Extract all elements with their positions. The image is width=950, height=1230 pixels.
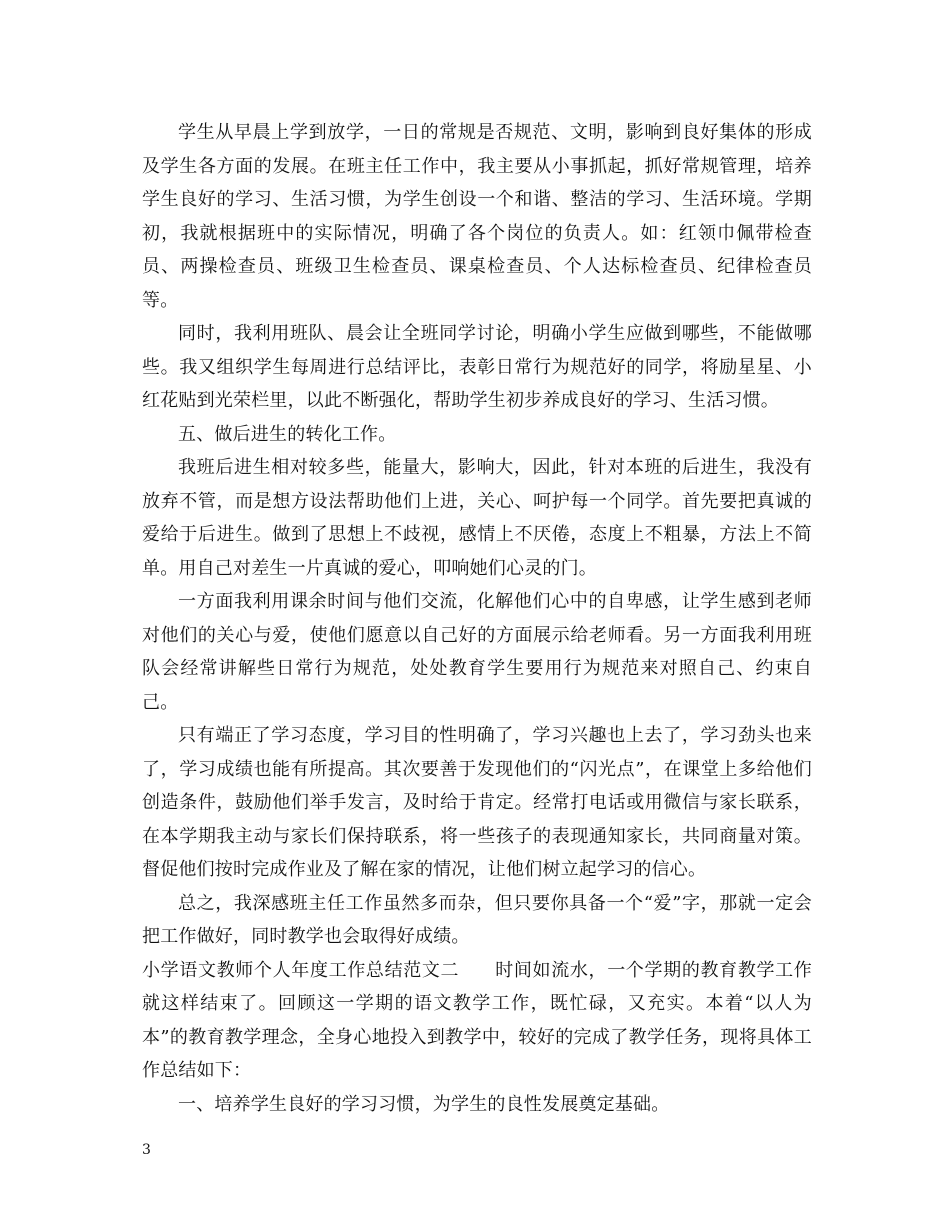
paragraph-underachievers: 我班后进生相对较多些，能量大，影响大，因此，针对本班的后进生，我没有放弃不管，而是想方设法帮助他们上进，关心、呵护每一个同学。首先要把真诚的爱给于后进生。做到了思想上不歧视，感情上不厌倦，态度上不粗暴，方法上不简单。用自己对差生一片真诚的爱心，叩响她们心灵的门。 [142, 457, 812, 579]
section-intro: 时间如流水，一个学期的教育教学工作就这样结束了。回顾这一学期的语文教学工作，既忙碌，又充实。本着“以人为本”的教育教学理念，全身心地投入到教学中，较好的完成了教学任务，现将具体工作总结如下： [142, 959, 812, 1081]
paragraph-class-discussion: 同时，我利用班队、晨会让全班同学讨论，明确小学生应做到哪些，不能做哪些。我又组织学生每周进行总结评比，表彰日常行为规范好的同学，将励星星、小红花贴到光荣栏里，以此不断强化，帮助学生初步养成良好的学习、生活习惯。 [142, 323, 812, 411]
paragraph-learning-attitude: 只有端正了学习态度，学习目的性明确了，学习兴趣也上去了，学习劲头也来了，学习成绩也能有所提高。其次要善于发现他们的“闪光点”，在课堂上多给他们创造条件，鼓励他们举手发言，及时给于肯定。经常打电话或用微信与家长联系，在本学期我主动与家长们保持联系，将一些孩子的表现通知家长，共同商量对策。督促他们按时完成作业及了解在家的情况，让他们树立起学习的信心。 [142, 725, 812, 880]
section-two-block [142, 954, 812, 1088]
section-heading-five: 五、做后进生的转化工作。 [178, 423, 397, 445]
paragraph-conclusion: 总之，我深感班主任工作虽然多而杂，但只要你具备一个“爱”字，那就一定会把工作做好，同时教学也会取得好成绩。 [142, 892, 812, 947]
section-title: 小学语文教师个人年度工作总结范文二 [142, 959, 460, 981]
page-number: 3 [142, 1142, 151, 1158]
paragraph-communication: 一方面我利用课余时间与他们交流，化解他们心中的自卑感，让学生感到老师对他们的关心与爱，使他们愿意以自己好的方面展示给老师看。另一方面我利用班队会经常讲解些日常行为规范，处处教育学生要用行为规范来对照自己、约束自己。 [142, 591, 812, 713]
paragraph-routine-management: 学生从早晨上学到放学，一日的常规是否规范、文明，影响到良好集体的形成及学生各方面的发展。在班主任工作中，我主要从小事抓起，抓好常规管理，培养学生良好的学习、生活习惯，为学生创设一个和谐、整洁的学习、生活环境。学期初，我就根据班中的实际情况，明确了各个岗位的负责人。如：红领巾佩带检查员、两操检查员、班级卫生检查员、课桌检查员、个人达标检查员、纪律检查员等。 [142, 122, 812, 311]
paragraph-habits-heading: 一、培养学生良好的学习习惯，为学生的良性发展奠定基础。 [178, 1093, 670, 1115]
document-body [142, 116, 812, 1121]
